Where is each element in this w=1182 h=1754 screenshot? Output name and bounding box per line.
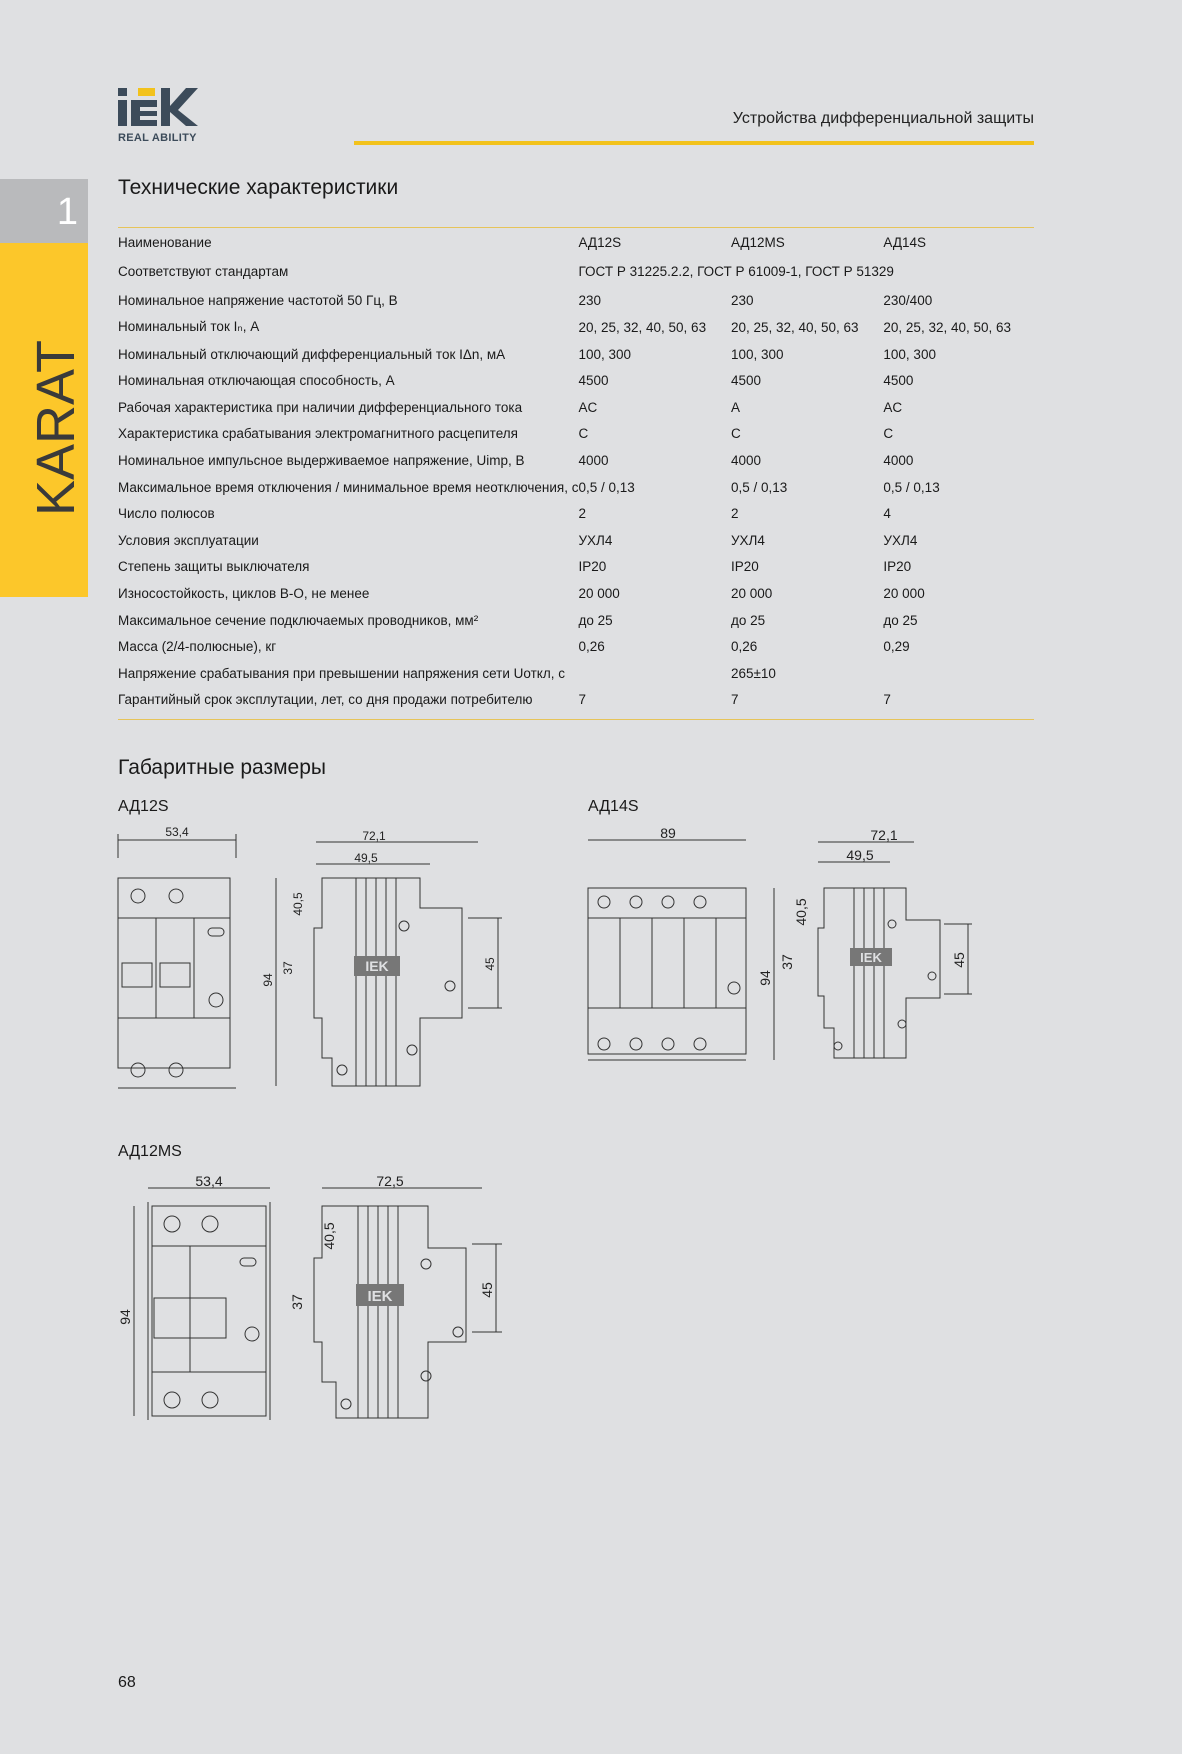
- row-label: Рабочая характеристика при наличии дифференциального тока: [118, 399, 523, 415]
- table-row: [118, 474, 1034, 501]
- ad12ms-side-drawing: [286, 1172, 508, 1424]
- table-cell: 20 000: [730, 585, 773, 601]
- table-cell: 20, 25, 32, 40, 50, 63: [730, 319, 859, 335]
- table-cell: [883, 660, 1034, 687]
- table-cell: 4000: [730, 452, 761, 468]
- table-cell: 0,26: [730, 639, 758, 655]
- table-cell: УХЛ4: [730, 532, 765, 548]
- table-cell: 2: [578, 506, 586, 522]
- row-label: Число полюсов: [118, 506, 215, 522]
- ad12s-depth-inner-label: 49,5: [354, 851, 378, 865]
- model-label-ad12s: АД12S: [118, 798, 169, 815]
- ad12ms-width-label: 53,4: [195, 1173, 223, 1189]
- ad12ms-h2-label: 37: [289, 1294, 305, 1310]
- table-cell: УХЛ4: [883, 532, 918, 548]
- table-cell: 230/400: [883, 293, 933, 309]
- table-cell: IP20: [730, 559, 759, 575]
- drawing-logo-text-3: IEK: [367, 1288, 393, 1305]
- row-label: Номинальный ток Iₙ, А: [118, 319, 260, 335]
- table-cell: 4500: [730, 373, 761, 389]
- ad14s-side-drawing: [757, 827, 978, 1062]
- table-cell: 20 000: [883, 585, 925, 601]
- table-cell: C: [883, 426, 894, 442]
- header-divider: [354, 141, 1034, 145]
- row-label: Номинальный отключающий дифференциальный ток IΔn, мА: [118, 346, 506, 362]
- row-label: Номинальная отключающая способность, А: [118, 373, 395, 389]
- table-cell: 4000: [578, 452, 609, 468]
- page-number: 68: [118, 1674, 136, 1691]
- ad12s-depth-label: 72,1: [362, 829, 386, 843]
- ad12s-side-drawing: [262, 828, 512, 1090]
- drawing-logo-text-1: IEK: [365, 958, 389, 974]
- table-row: [118, 447, 1034, 474]
- column-header: АД12S: [578, 234, 622, 250]
- table-row: [118, 394, 1034, 421]
- table-cell: 100, 300: [730, 346, 784, 362]
- table-cell: 4500: [578, 373, 609, 389]
- table-row: [118, 314, 1034, 341]
- row-label: Максимальное время отключения / минимальное время неотключения, с: [118, 479, 579, 495]
- table-row: [118, 288, 1034, 315]
- row-label: Максимальное сечение подключаемых проводников, мм²: [118, 612, 479, 628]
- table-row: [118, 256, 1034, 288]
- row-label: Масса (2/4-полюсные), кг: [118, 639, 277, 655]
- table-cell: 0,5 / 0,13: [578, 479, 635, 495]
- table-cell: AC: [883, 399, 903, 415]
- table-cell: 4000: [883, 452, 914, 468]
- table-cell: 0,29: [883, 639, 910, 655]
- spec-table: [118, 229, 1034, 713]
- ad12ms-h3-label: 45: [479, 1282, 495, 1298]
- table-cell: 4500: [883, 373, 914, 389]
- brand-logo: [118, 88, 200, 146]
- table-cell: 4: [883, 506, 891, 522]
- table-cell: C: [578, 426, 589, 442]
- series-name-vertical: [22, 328, 86, 528]
- ad14s-depth-label: 72,1: [870, 827, 898, 843]
- table-cell: [578, 660, 730, 687]
- table-cell: AC: [578, 399, 598, 415]
- table-bottom-rule: [118, 719, 1034, 720]
- table-row: [118, 500, 1034, 527]
- table-cell: A: [730, 399, 740, 415]
- table-cell: IP20: [883, 559, 912, 575]
- ad14s-h3-label: 45: [951, 952, 967, 968]
- row-label: Характеристика срабатывания электромагнитного расцепителя: [118, 426, 518, 442]
- table-cell: 230: [730, 293, 754, 309]
- ad12s-front-drawing: [112, 825, 242, 1090]
- table-cell: 2: [730, 506, 739, 522]
- table-cell: 265±10: [730, 665, 776, 681]
- table-cell: до 25: [578, 612, 613, 628]
- table-row: [118, 341, 1034, 368]
- table-cell: ГОСТ Р 31225.2.2, ГОСТ Р 61009-1, ГОСТ Р 51329: [578, 264, 894, 280]
- table-cell: 7: [730, 692, 739, 708]
- table-row: [118, 660, 1034, 687]
- table-row: [118, 527, 1034, 554]
- ad12ms-h1-label: 40,5: [321, 1222, 337, 1250]
- column-header: АД12MS: [730, 234, 785, 250]
- model-label-ad14s: АД14S: [588, 798, 639, 815]
- table-cell: 100, 300: [578, 346, 632, 362]
- dims-section-title: Габаритные размеры: [118, 756, 326, 779]
- table-cell: 0,26: [578, 639, 605, 655]
- row-label: Номинальное напряжение частотой 50 Гц, В: [118, 293, 398, 309]
- table-cell: 7: [883, 692, 891, 708]
- brand-tagline: REAL ABILITY: [118, 132, 197, 144]
- ad12ms-height-label: 94: [117, 1309, 133, 1325]
- table-cell: C: [730, 426, 741, 442]
- row-label: Гарантийный срок эксплутации, лет, со дня продажи потребителю: [118, 692, 533, 708]
- table-cell: 0,5 / 0,13: [730, 479, 788, 495]
- table-cell: до 25: [730, 612, 766, 628]
- series-name: KARAT: [26, 339, 86, 517]
- row-label: Напряжение срабатывания при превышении напряжения сети Uоткл, с: [118, 665, 565, 681]
- ad12s-height-label: 94: [261, 973, 275, 987]
- ad14s-height-label: 94: [757, 970, 773, 986]
- row-label: Номинальное импульсное выдерживаемое напряжение, Uimp, В: [118, 452, 525, 468]
- table-cell: 100, 300: [883, 346, 936, 362]
- table-cell: 230: [578, 293, 601, 309]
- spec-section-title: Технические характеристики: [118, 176, 399, 199]
- ad14s-h2-label: 37: [779, 954, 795, 970]
- ad14s-depth-inner-label: 49,5: [846, 847, 874, 863]
- ad12s-width-label: 53,4: [165, 825, 189, 839]
- table-cell: 20 000: [578, 585, 620, 601]
- table-cell: до 25: [883, 612, 918, 628]
- row-label: Соответствуют стандартам: [118, 264, 289, 280]
- ad12s-h1-label: 40,5: [291, 892, 305, 916]
- table-cell: 0,5 / 0,13: [883, 479, 940, 495]
- table-row: [118, 421, 1034, 448]
- ad12s-h3-label: 45: [483, 957, 497, 971]
- ad12s-h2-label: 37: [281, 961, 295, 975]
- page-header-title: Устройства дифференциальной защиты: [732, 110, 1034, 127]
- ad14s-width-label: 89: [660, 825, 676, 841]
- iek-logo-icon: [118, 88, 200, 128]
- row-label: Условия эксплуатации: [118, 532, 259, 548]
- drawing-logo-text-2: IEK: [860, 950, 882, 965]
- ad14s-h1-label: 40,5: [793, 898, 809, 926]
- model-label-ad12ms: АД12MS: [118, 1143, 182, 1160]
- table-row: [118, 580, 1034, 607]
- column-header: Наименование: [118, 234, 212, 250]
- table-cell: 20, 25, 32, 40, 50, 63: [883, 319, 1012, 335]
- row-label: Степень защиты выключателя: [118, 559, 310, 575]
- row-label: Износостойкость, циклов В-О, не менее: [118, 585, 370, 601]
- column-header: АД14S: [883, 234, 927, 250]
- table-row: [118, 687, 1034, 714]
- section-number: 1: [0, 179, 88, 243]
- table-row: [118, 367, 1034, 394]
- ad12ms-front-drawing: [112, 1172, 278, 1424]
- table-cell: УХЛ4: [578, 532, 613, 548]
- table-row: [118, 554, 1034, 581]
- table-header-row: [118, 229, 1034, 256]
- ad12ms-depth-label: 72,5: [376, 1173, 404, 1189]
- table-cell: IP20: [578, 559, 607, 575]
- ad14s-front-drawing: [582, 825, 752, 1062]
- table-row: [118, 633, 1034, 660]
- table-row: [118, 607, 1034, 634]
- table-cell: 20, 25, 32, 40, 50, 63: [578, 319, 707, 335]
- table-top-rule: [118, 227, 1034, 228]
- table-cell: 7: [578, 692, 586, 708]
